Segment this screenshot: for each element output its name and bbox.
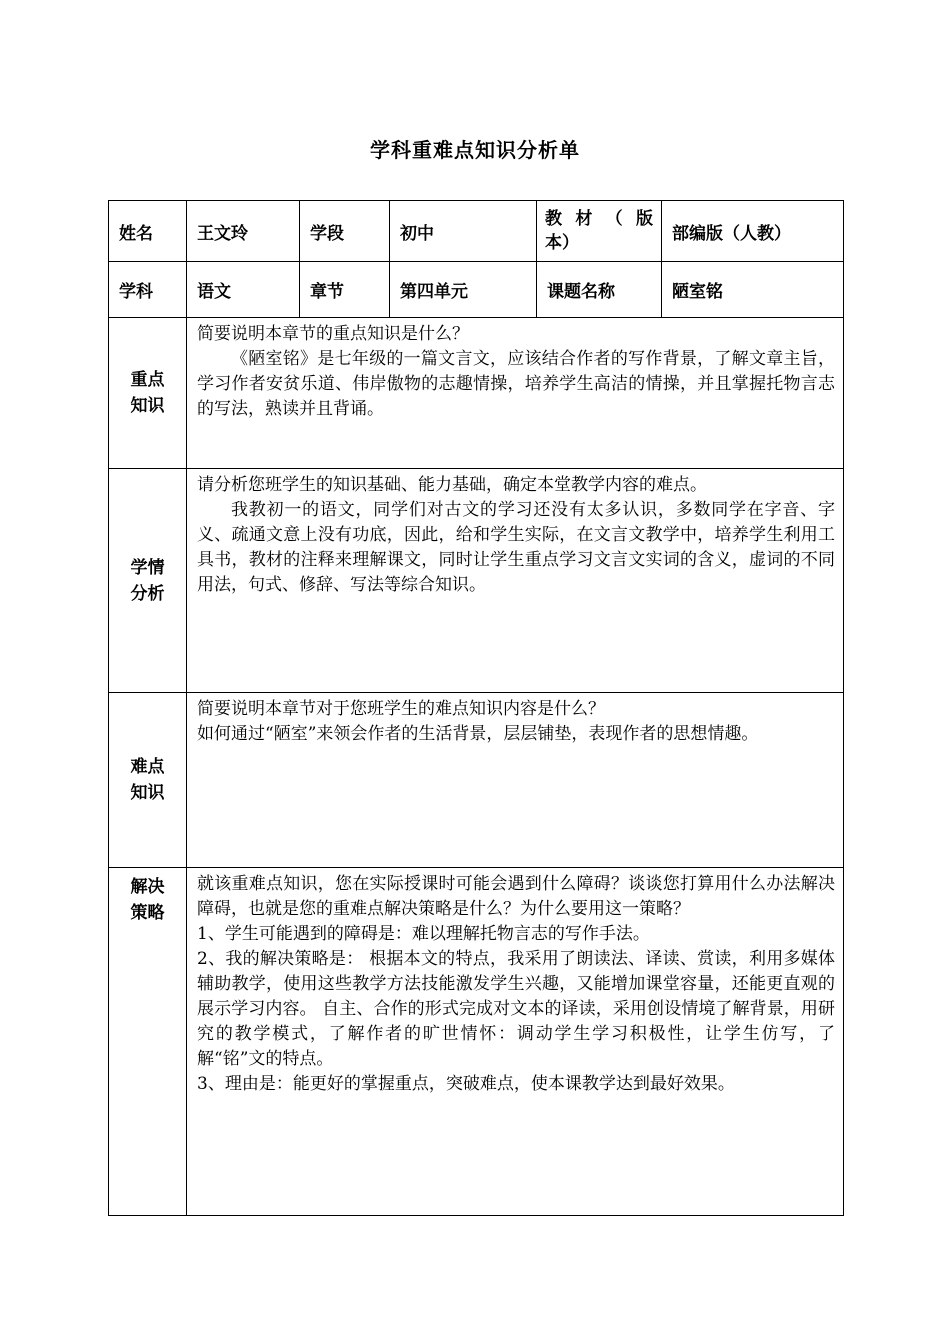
lesson-value: 陋室铭 — [662, 262, 844, 318]
chapter-value: 第四单元 — [390, 262, 537, 318]
difficulties-content — [187, 693, 844, 868]
key-points-row — [109, 318, 844, 469]
analysis-label-line1: 学情 — [130, 557, 165, 578]
subject-value: 语文 — [187, 262, 300, 318]
key-points-label-line2: 知识 — [130, 396, 165, 416]
strategy-label-line1: 解决 — [130, 877, 165, 897]
stage-label: 学段 — [300, 201, 390, 262]
difficulties-label-line1: 难点 — [130, 757, 165, 777]
strategy-row — [109, 868, 844, 1216]
name-label: 姓名 — [109, 201, 187, 262]
info-row-2 — [109, 262, 844, 318]
strategy-prompt: 就该重难点知识，您在实际授课时可能会遇到什么障碍？谈谈您打算用什么办法解决障碍，也就是您的重难点解决策略是什么？为什么要用这一策略？ — [197, 874, 835, 919]
page-title: 学科重难点知识分析单 — [370, 138, 580, 162]
difficulties-prompt: 简要说明本章节对于您班学生的难点知识内容是什么？ — [197, 699, 605, 719]
textbook-label-char-b: 材 — [575, 209, 593, 229]
analysis-label — [109, 469, 187, 693]
key-points-content — [187, 318, 844, 469]
textbook-label-char-d: 版 — [635, 209, 653, 229]
analysis-row — [109, 469, 844, 693]
key-points-label — [109, 318, 187, 469]
textbook-label-line1 — [545, 207, 653, 231]
textbook-label-char-a: 教 — [545, 209, 562, 229]
stage-value: 初中 — [390, 201, 537, 262]
strategy-label — [109, 868, 187, 1216]
difficulties-label-line2: 知识 — [130, 783, 165, 803]
strategy-item-3: 3、理由是：能更好的掌握重点，突破难点，使本课教学达到最好效果。 — [197, 1074, 735, 1094]
key-points-text: 《陋室铭》是七年级的一篇文言文，应该结合作者的写作背景，了解文章主旨，学习作者安贫乐道、伟岸傲物的志趣情操，培养学生高洁的情操，并且掌握托物言志的写法，熟读并且背诵。 — [197, 349, 835, 419]
name-value: 王文玲 — [187, 201, 300, 262]
difficulties-label — [109, 693, 187, 868]
subject-label: 学科 — [109, 262, 187, 318]
textbook-label-line2: 本） — [545, 233, 579, 253]
strategy-item-2: 2、我的解决策略是： 根据本文的特点，我采用了朗读法、译读、赏读，利用多媒体辅助教学，使用这些教学方法技能激发学生兴趣，又能增加课堂容量，还能更直观的展示学习内容。 自主、合作的形式完成对文本的译读，采用创设情境了解背景，用研究的教学模式，了解作者的旷世情怀：调动学生学习积极性，让学生仿写，了解“铭”文的特点。 — [197, 949, 835, 1069]
key-points-prompt: 简要说明本章节的重点知识是什么？ — [197, 324, 469, 344]
textbook-label — [537, 201, 662, 262]
chapter-label: 章节 — [300, 262, 390, 318]
key-points-label-line1: 重点 — [130, 370, 165, 390]
strategy-item-1: 1、学生可能遇到的障碍是：难以理解托物言志的写作手法。 — [197, 924, 650, 944]
analysis-prompt: 请分析您班学生的知识基础、能力基础，确定本堂教学内容的难点。 — [197, 475, 707, 495]
analysis-content — [187, 469, 844, 693]
difficulties-row — [109, 693, 844, 868]
strategy-label-line2: 策略 — [130, 903, 165, 923]
strategy-content — [187, 868, 844, 1216]
info-row-1 — [109, 201, 844, 262]
analysis-form-table — [108, 200, 844, 1216]
analysis-text: 我教初一的语文，同学们对古文的学习还没有太多认识，多数同学在字音、字义、疏通文意上没有功底，因此，给和学生实际，在文言文教学中，培养学生利用工具书，教材的注释来理解课文，同时让学生重点学习文言文实词的含义，虚词的不同用法，句式、修辞、写法等综合知识。 — [197, 500, 835, 595]
analysis-label-line2: 分析 — [130, 583, 165, 604]
textbook-label-char-c: （ — [605, 209, 623, 229]
lesson-label: 课题名称 — [537, 262, 662, 318]
difficulties-text: 如何通过“陋室”来领会作者的生活背景，层层铺垫，表现作者的思想情趣。 — [197, 724, 759, 744]
textbook-value: 部编版（人教） — [662, 201, 844, 262]
